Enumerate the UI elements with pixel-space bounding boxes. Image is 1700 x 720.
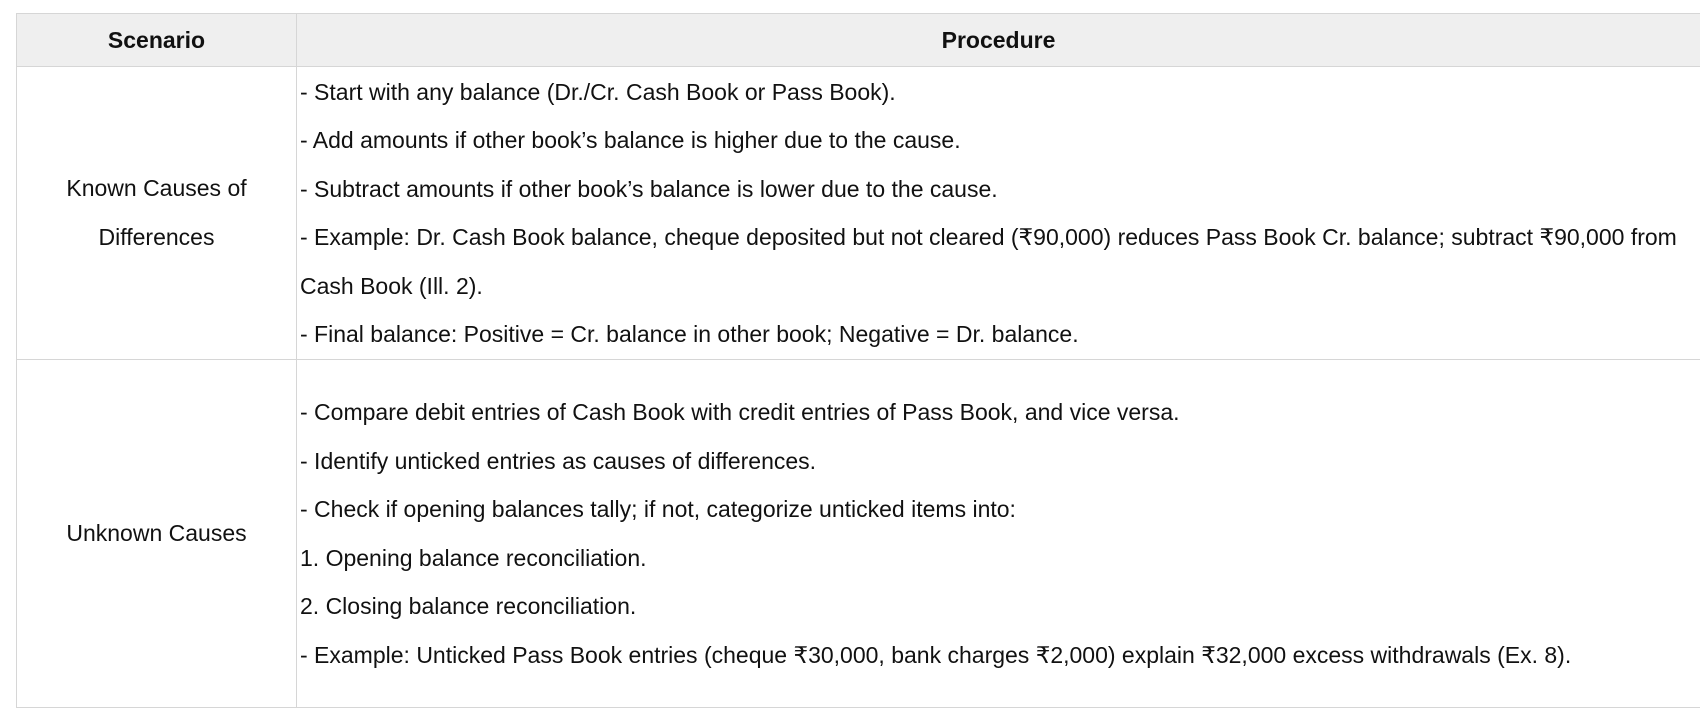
table-row xyxy=(17,360,1700,708)
procedure-line: - Final balance: Positive = Cr. balance in other book; Negative = Dr. balance. xyxy=(300,321,1079,347)
procedure-line: - Start with any balance (Dr./Cr. Cash Book or Pass Book). xyxy=(300,78,896,105)
procedure-line: 1. Opening balance reconciliation. xyxy=(300,544,647,571)
table-row xyxy=(17,67,1700,360)
reconciliation-table-container xyxy=(16,13,1700,708)
scenario-cell: Unknown Causes xyxy=(17,360,297,708)
header-scenario: Scenario xyxy=(17,14,297,67)
header-procedure: Procedure xyxy=(297,14,1700,67)
procedure-line: - Subtract amounts if other book’s balance is lower due to the cause. xyxy=(300,175,998,202)
procedure-line: - Example: Unticked Pass Book entries (cheque ₹30,000, bank charges ₹2,000) explain ₹32,000 excess withdrawals (Ex. 8). xyxy=(300,641,1572,668)
procedure-line: - Example: Dr. Cash Book balance, cheque deposited but not cleared (₹90,000) reduces Pass Book Cr. balance; subtract ₹90,000 from Cash Book (Ill. 2). xyxy=(300,224,1677,299)
procedure-cell xyxy=(297,67,1700,360)
procedure-line: 2. Closing balance reconciliation. xyxy=(300,593,637,619)
reconciliation-table xyxy=(16,13,1700,708)
procedure-cell xyxy=(297,360,1700,708)
procedure-line: - Add amounts if other book’s balance is higher due to the cause. xyxy=(300,127,961,153)
scenario-cell: Known Causes of Differences xyxy=(17,67,297,360)
procedure-line: - Check if opening balances tally; if not, categorize unticked items into: xyxy=(300,496,1016,522)
table-header-row xyxy=(17,14,1700,67)
procedure-line: - Identify unticked entries as causes of differences. xyxy=(300,447,817,474)
procedure-line: - Compare debit entries of Cash Book with credit entries of Pass Book, and vice versa. xyxy=(300,399,1180,425)
